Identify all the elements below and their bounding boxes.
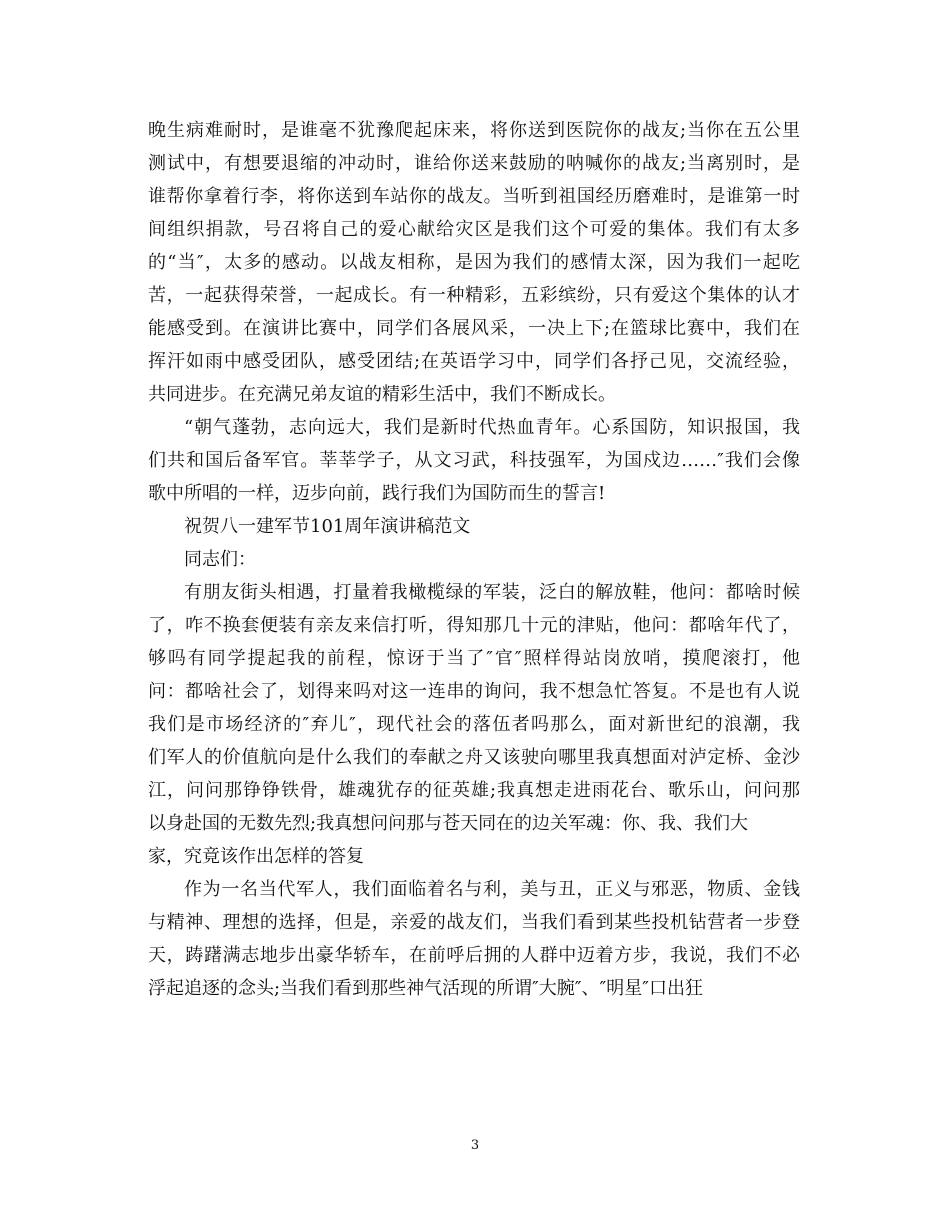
text-line: 与精神、理想的选择，但是，亲爱的战友们，当我们看到某些投机钻营者一步登 bbox=[148, 912, 800, 933]
text-line: 够吗有同学提起我的前程，惊讶于当了″官″照样得站岗放哨，摸爬滚打，他 bbox=[148, 648, 800, 669]
text-line: 问：都啥社会了，划得来吗对这一连串的询问，我不想急忙答复。不是也有人说 bbox=[148, 681, 800, 702]
text-line: 天，踌躇满志地步出豪华轿车，在前呼后拥的人群中迈着方步，我说，我们不必 bbox=[148, 945, 800, 966]
text-line: 晚生病难耐时，是谁毫不犹豫爬起床来，将你送到医院你的战友;当你在五公里 bbox=[148, 120, 800, 141]
text-line: 测试中，有想要退缩的冲动时，谁给你送来鼓励的呐喊你的战友;当离别时，是 bbox=[148, 153, 800, 174]
text-line: 作为一名当代军人，我们面临着名与利，美与丑，正义与邪恶，物质、金钱 bbox=[184, 879, 800, 900]
text-line: 以身赴国的无数先烈;我真想问问那与苍天同在的边关军魂：你、我、我们大 bbox=[148, 813, 749, 834]
text-line: 间组织捐款，号召将自己的爱心献给灾区是我们这个可爱的集体。我们有太多 bbox=[148, 219, 800, 240]
text-line: 浮起追逐的念头;当我们看到那些神气活现的所谓″大腕″、″明星″口出狂 bbox=[148, 978, 703, 999]
text-line: 们共和国后备军官。莘莘学子，从文习武，科技强军，为国戍边……″我们会像 bbox=[148, 450, 800, 471]
body-text bbox=[148, 114, 800, 1005]
text-line: 有朋友街头相遇，打量着我橄榄绿的军装，泛白的解放鞋，他问：都啥时候 bbox=[184, 582, 800, 603]
text-line: 我们是市场经济的″弃儿″，现代社会的落伍者吗那么，面对新世纪的浪潮，我 bbox=[148, 714, 800, 735]
text-line: 谁帮你拿着行李，将你送到车站你的战友。当听到祖国经历磨难时，是谁第一时 bbox=[148, 186, 800, 207]
text-line: 江，问问那铮铮铁骨，雄魂犹存的征英雄;我真想走进雨花台、歌乐山，问问那 bbox=[148, 780, 800, 801]
text-line: 挥汗如雨中感受团队，感受团结;在英语学习中，同学们各抒己见，交流经验， bbox=[148, 351, 800, 372]
page-number: 3 bbox=[470, 1138, 480, 1153]
text-line: 共同进步。在充满兄弟友谊的精彩生活中，我们不断成长。 bbox=[148, 384, 616, 405]
text-line: “朝气蓬勃，志向远大，我们是新时代热血青年。心系国防，知识报国，我 bbox=[184, 417, 800, 438]
text-line: 们军人的价值航向是什么我们的奉献之舟又该驶向哪里我真想面对泸定桥、金沙 bbox=[148, 747, 800, 768]
text-line: 家，究竟该作出怎样的答复 bbox=[148, 846, 364, 867]
text-line: 歌中所唱的一样，迈步向前，践行我们为国防而生的誓言! bbox=[148, 483, 606, 504]
salutation: 同志们： bbox=[184, 549, 256, 570]
text-line: 了，咋不换套便装有亲友来信打听，得知那几十元的津贴，他问：都啥年代了， bbox=[148, 615, 800, 636]
section-heading: 祝贺八一建军节101周年演讲稿范文 bbox=[184, 516, 471, 537]
text-line: 苦，一起获得荣誉，一起成长。有一种精彩，五彩缤纷，只有爱这个集体的认才 bbox=[148, 285, 800, 306]
text-line: 的“当″，太多的感动。以战友相称，是因为我们的感情太深，因为我们一起吃 bbox=[148, 252, 800, 273]
text-line: 能感受到。在演讲比赛中，同学们各展风采，一决上下;在篮球比赛中，我们在 bbox=[148, 318, 800, 339]
